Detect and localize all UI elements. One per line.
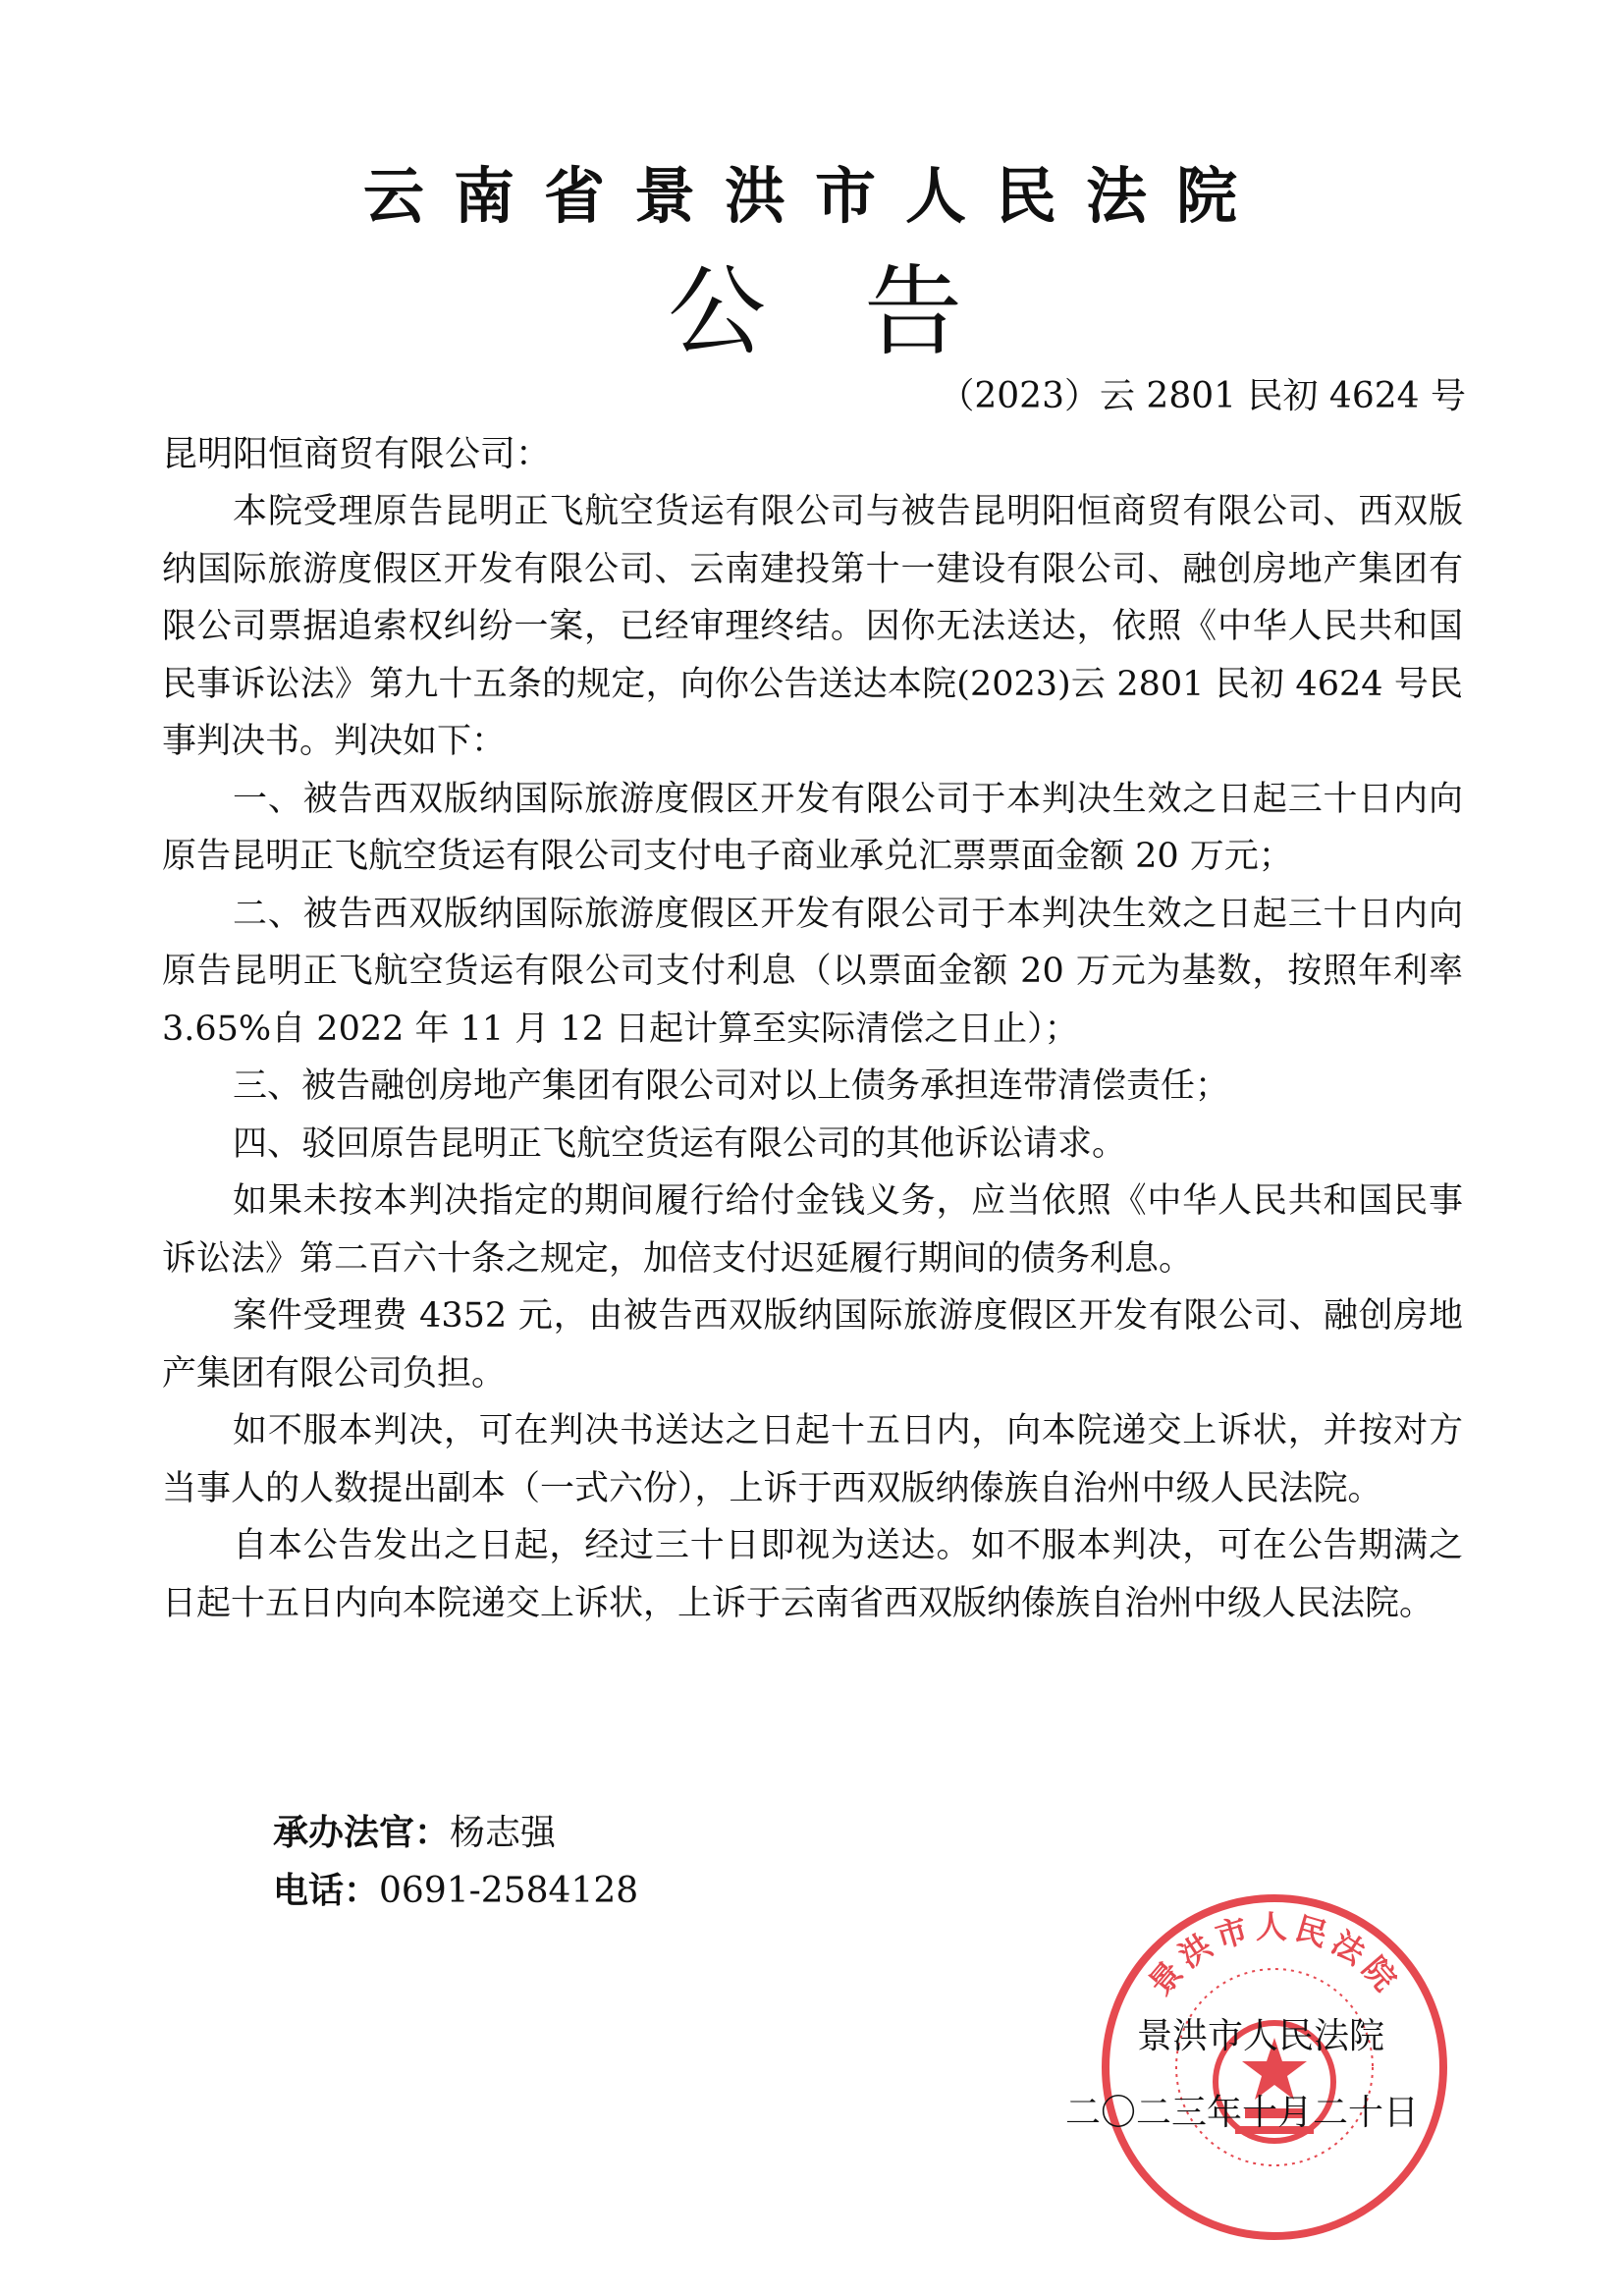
court-name-heading: 云南省景洪市人民法院 [362, 160, 1267, 232]
signature-court: 景洪市人民法院 [1137, 2016, 1385, 2056]
paragraph-court-fee: 案件受理费 4352 元，由被告西双版纳国际旅游度假区开发有限公司、融创房地产集团有限公司负担。 [162, 1296, 1463, 1394]
paragraph-judgment-item-4: 四、驳回原告昆明正飞航空货运有限公司的其他诉讼请求。 [233, 1123, 1127, 1164]
phone-number: 0691-2584128 [379, 1871, 639, 1911]
paragraph-appeal: 如不服本判决，可在判决书送达之日起十五日内，向本院递交上诉状，并按对方当事人的人数提出副本（一式六份），上诉于西双版纳傣族自治州中级人民法院。 [162, 1411, 1463, 1508]
announcement-body [162, 483, 1463, 1632]
paragraph-judgment-item-2: 二、被告西双版纳国际旅游度假区开发有限公司于本判决生效之日起三十日内向原告昆明正飞航空货运有限公司支付利息（以票面金额 20 万元为基数，按照年利率 3.65%自 2022 年 11 月 12 日起计算至实际清偿之日止）； [162, 894, 1463, 1049]
phone-line [273, 1863, 638, 1919]
signature-date: 二〇二三年十月二十日 [1065, 2093, 1420, 2133]
court-seal-stamp [1098, 1890, 1451, 2244]
phone-label: 电话： [273, 1870, 380, 1911]
paragraph-intro: 本院受理原告昆明正飞航空货运有限公司与被告昆明阳恒商贸有限公司、西双版纳国际旅游度假区开发有限公司、云南建投第十一建设有限公司、融创房地产集团有限公司票据追索权纠纷一案，已经审理终结。因你无法送达，依照《中华人民共和国民事诉讼法》第九十五条的规定，向你公告送达本院(2023)云 2801 民初 4624 号民事判决书。判决如下： [162, 492, 1463, 761]
seal-text: 景洪市人民法院 [1141, 1908, 1408, 2002]
paragraph-late-interest: 如果未按本判决指定的期间履行给付金钱义务，应当依照《中华人民共和国民事诉讼法》第二百六十条之规定，加倍支付迟延履行期间的债务利息。 [162, 1181, 1463, 1279]
case-number: （2023）云 2801 民初 4624 号 [939, 376, 1466, 416]
paragraph-judgment-item-3: 三、被告融创房地产集团有限公司对以上债务承担连带清偿责任； [233, 1066, 1230, 1106]
paragraph-judgment-item-1: 一、被告西双版纳国际旅游度假区开发有限公司于本判决生效之日起三十日内向原告昆明正飞航空货运有限公司支付电子商业承兑汇票票面金额 20 万元； [162, 779, 1463, 876]
addressee: 昆明阳恒商贸有限公司： [162, 434, 552, 474]
judge-name: 杨志强 [450, 1813, 557, 1853]
judge-label: 承办法官： [273, 1812, 451, 1853]
paragraph-service-notice: 自本公告发出之日起，经过三十日即视为送达。如不服本判决，可在公告期满之日起十五日内向本院递交上诉状，上诉于云南省西双版纳傣族自治州中级人民法院。 [162, 1526, 1463, 1623]
document-title: 公告 [668, 254, 1060, 369]
judge-line [273, 1805, 556, 1861]
